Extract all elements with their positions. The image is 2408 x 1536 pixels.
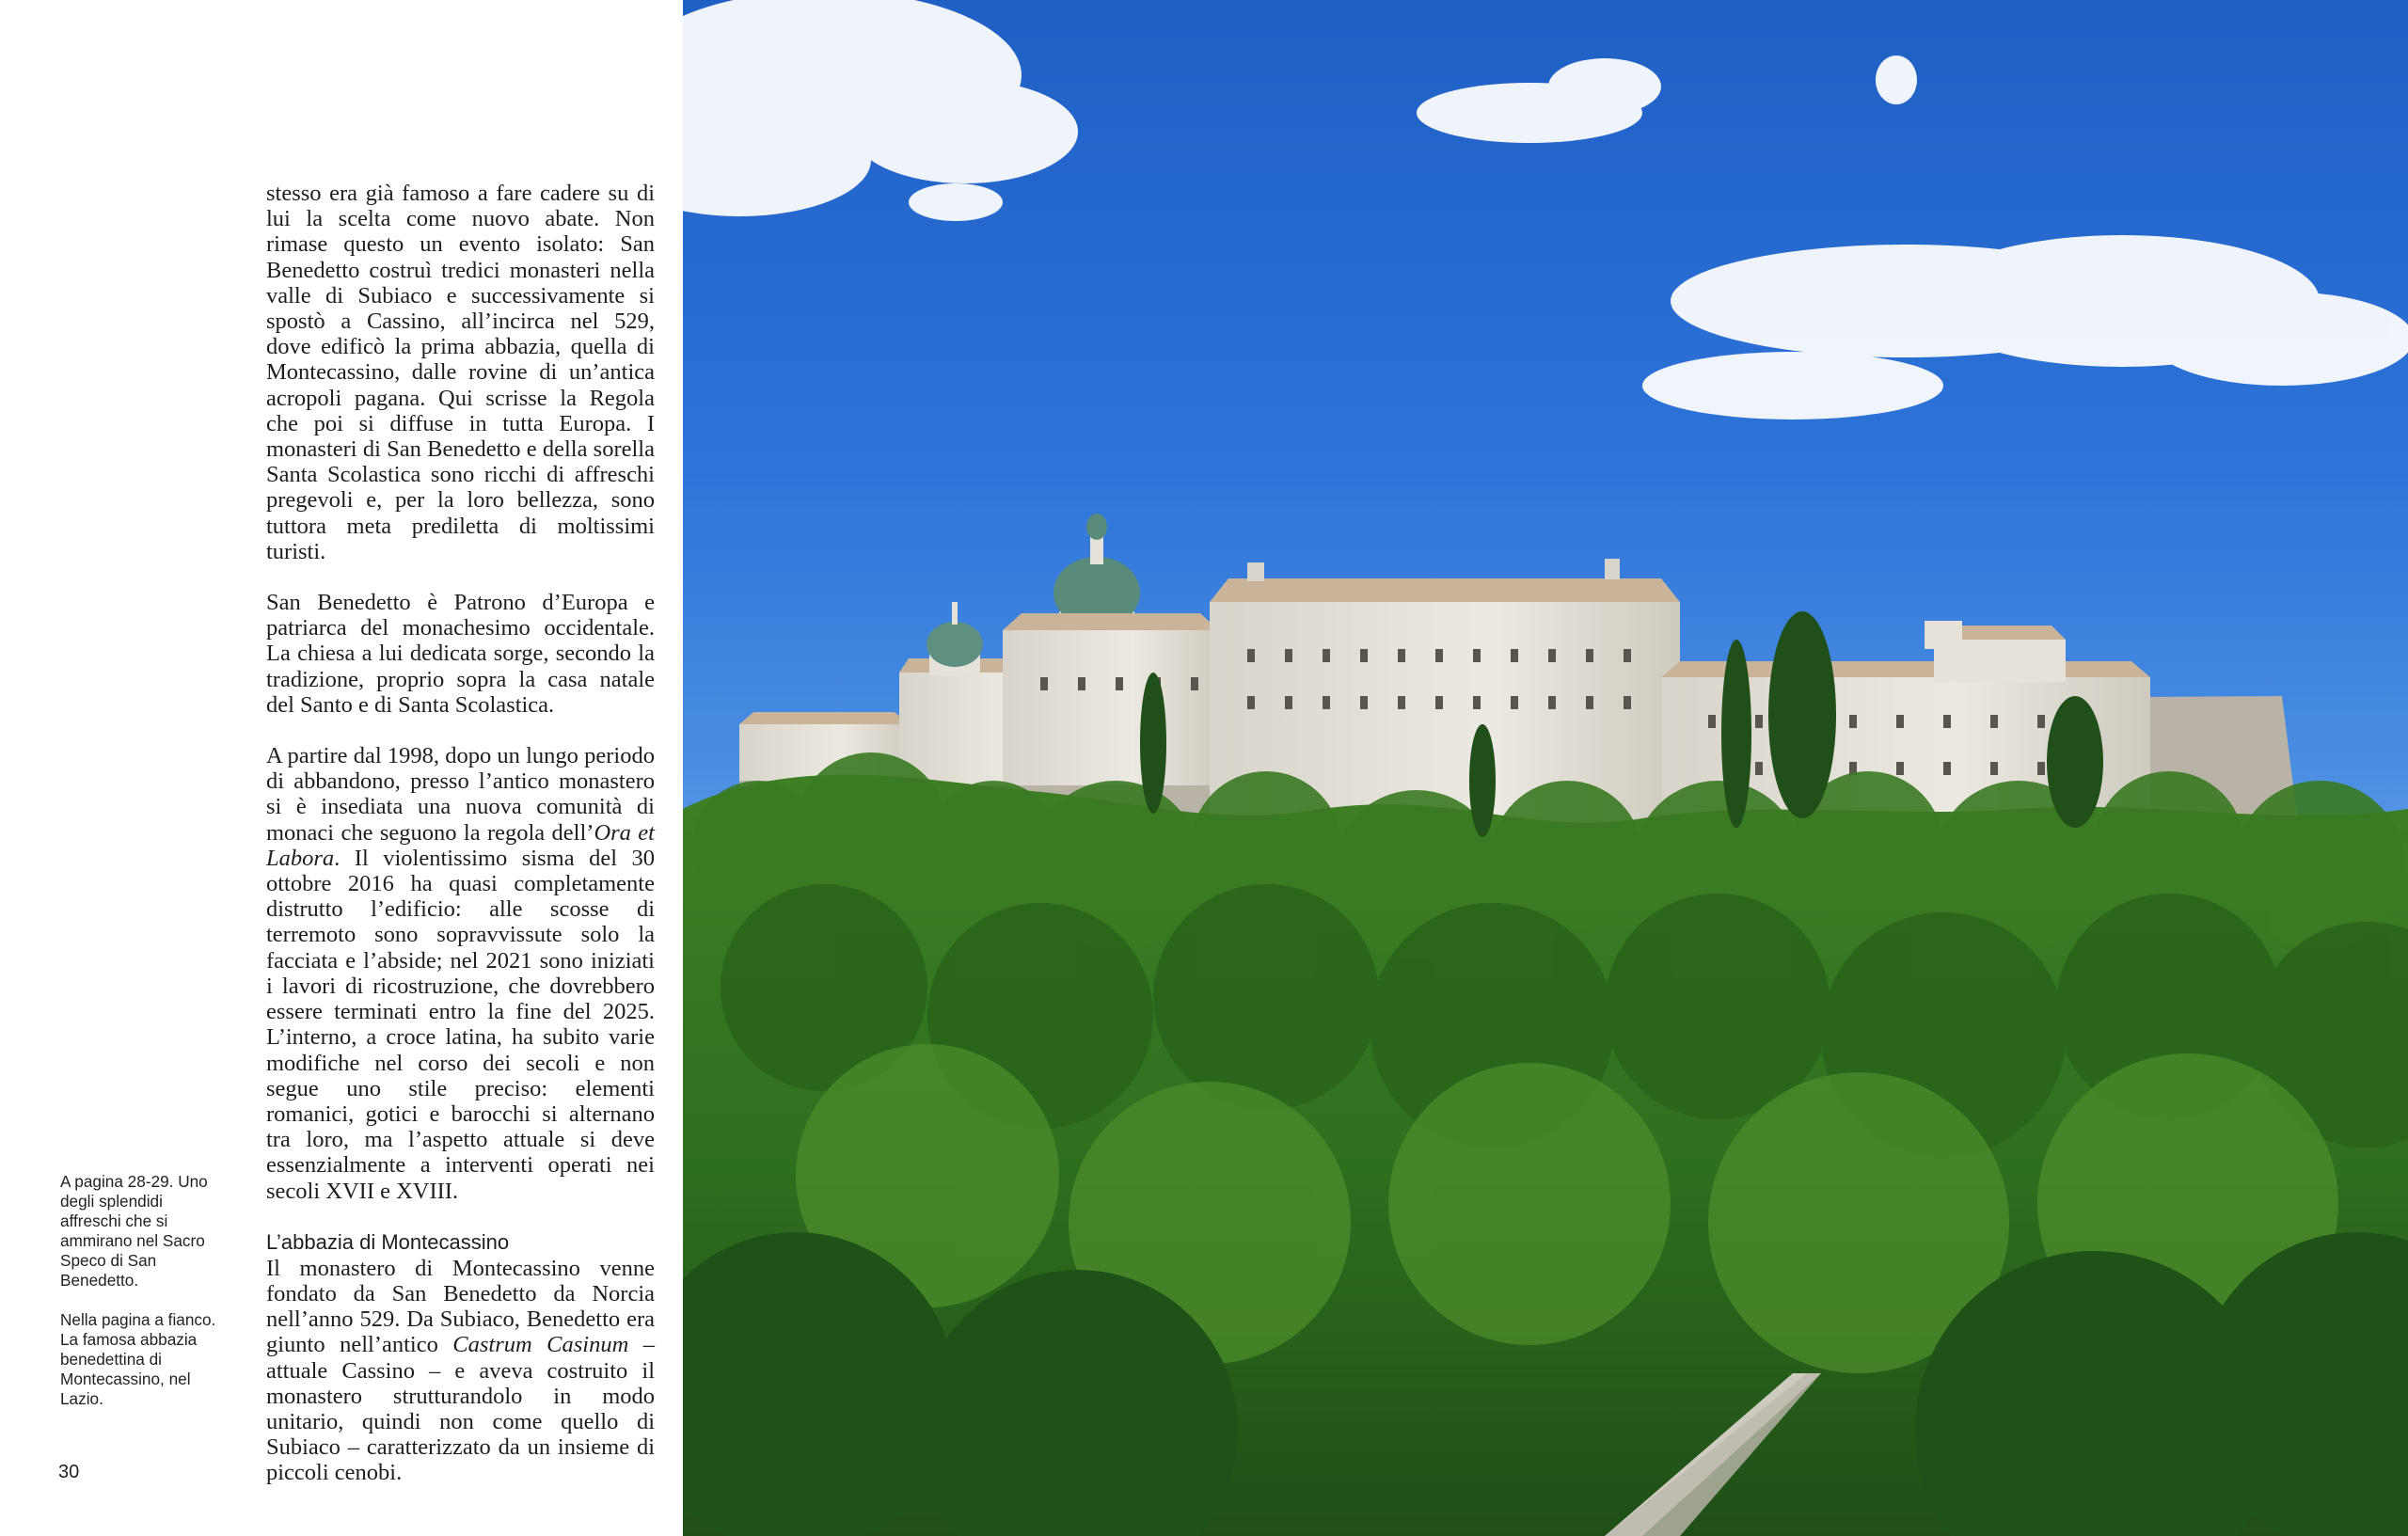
page-number: 30 bbox=[58, 1462, 80, 1482]
paragraph-3-italic: Ora et Labora bbox=[266, 819, 655, 871]
body-paragraph-4 bbox=[266, 1256, 655, 1486]
abbey-photo bbox=[683, 0, 2408, 1536]
paragraph-4-italic: Castrum Casinum bbox=[452, 1332, 629, 1358]
body-paragraph-3 bbox=[266, 743, 655, 1204]
body-paragraph-1: stesso era già famoso a fare cadere su di lui la scelta come nuovo abate. Non rimase questo un evento isolato: San Benedetto costruì tredici monasteri nella valle di Subiaco e successivamente si spostò a Cassino, all’incirca nel 529, dove edificò la prima abbazia, quella di Montecassino, dalle rovine di un’antica acropoli pagana. Qui scrisse la Regola che poi si diffuse in tutta Europa. I monasteri di San Benedetto e della sorella Santa Scolastica sono ricchi di affreschi pregevoli e, per la loro bellezza, sono tuttora meta prediletta di moltissimi turisti. bbox=[266, 181, 655, 564]
photo-captions bbox=[60, 1172, 225, 1429]
caption-previous-page: A pagina 28-29. Uno degli splendidi affreschi che si ammirano nel Sacro Speco di San Benedetto. bbox=[60, 1172, 208, 1290]
section-heading: L’abbazia di Montecassino bbox=[266, 1229, 510, 1254]
body-paragraph-2: San Benedetto è Patrono d’Europa e patriarca del monachesimo occidentale. La chiesa a lui dedicata sorge, secondo la tradizione, proprio sopra la casa natale del Santo e di Santa Scolastica. bbox=[266, 590, 655, 718]
paragraph-3-text-b: . Il violentissimo sisma del 30 ottobre 2016 ha quasi completamente distrutto l’edificio: alle scosse di terremoto sono sopravvissute solo la facciata e l’abside; nel 2021 sono iniziati i lavori di ricostruzione, che dovrebbero essere terminati entro la fine del 2025. L’interno, a croce latina, ha subito varie modifiche nel corso dei secoli e non segue uno stile preciso: elementi romanici, gotici e barocchi si alternano tra loro, ma l’aspetto attuale si deve essenzialmente a interventi operati nei secoli XVII e XVIII. bbox=[266, 845, 655, 1204]
abbey-illustration bbox=[683, 0, 2408, 1536]
paragraph-4-text-a: Il monastero di Montecassino venne fondato da San Benedetto da Norcia nell’anno 529. Da Subiaco, Benedetto era giunto nell’antico bbox=[266, 1255, 655, 1358]
caption-facing-page: Nella pagina a fianco. La famosa abbazia benedettina di Montecassino, nel Lazio. bbox=[60, 1310, 216, 1408]
text-page bbox=[0, 0, 683, 1536]
clouds bbox=[683, 0, 2408, 420]
body-text-column bbox=[266, 181, 655, 1486]
paragraph-4-text-b: – attuale Cassino – e aveva costruito il monastero strutturandolo in modo unitario, quindi non come quello di Subiaco – caratterizzato da un insieme di piccoli cenobi. bbox=[266, 1332, 656, 1486]
paragraph-3-text-a: A partire dal 1998, dopo un lungo periodo di abbandono, presso l’antico monastero si è insediata una nuova comunità di monaci che seguono la regola dell’ bbox=[266, 743, 655, 846]
